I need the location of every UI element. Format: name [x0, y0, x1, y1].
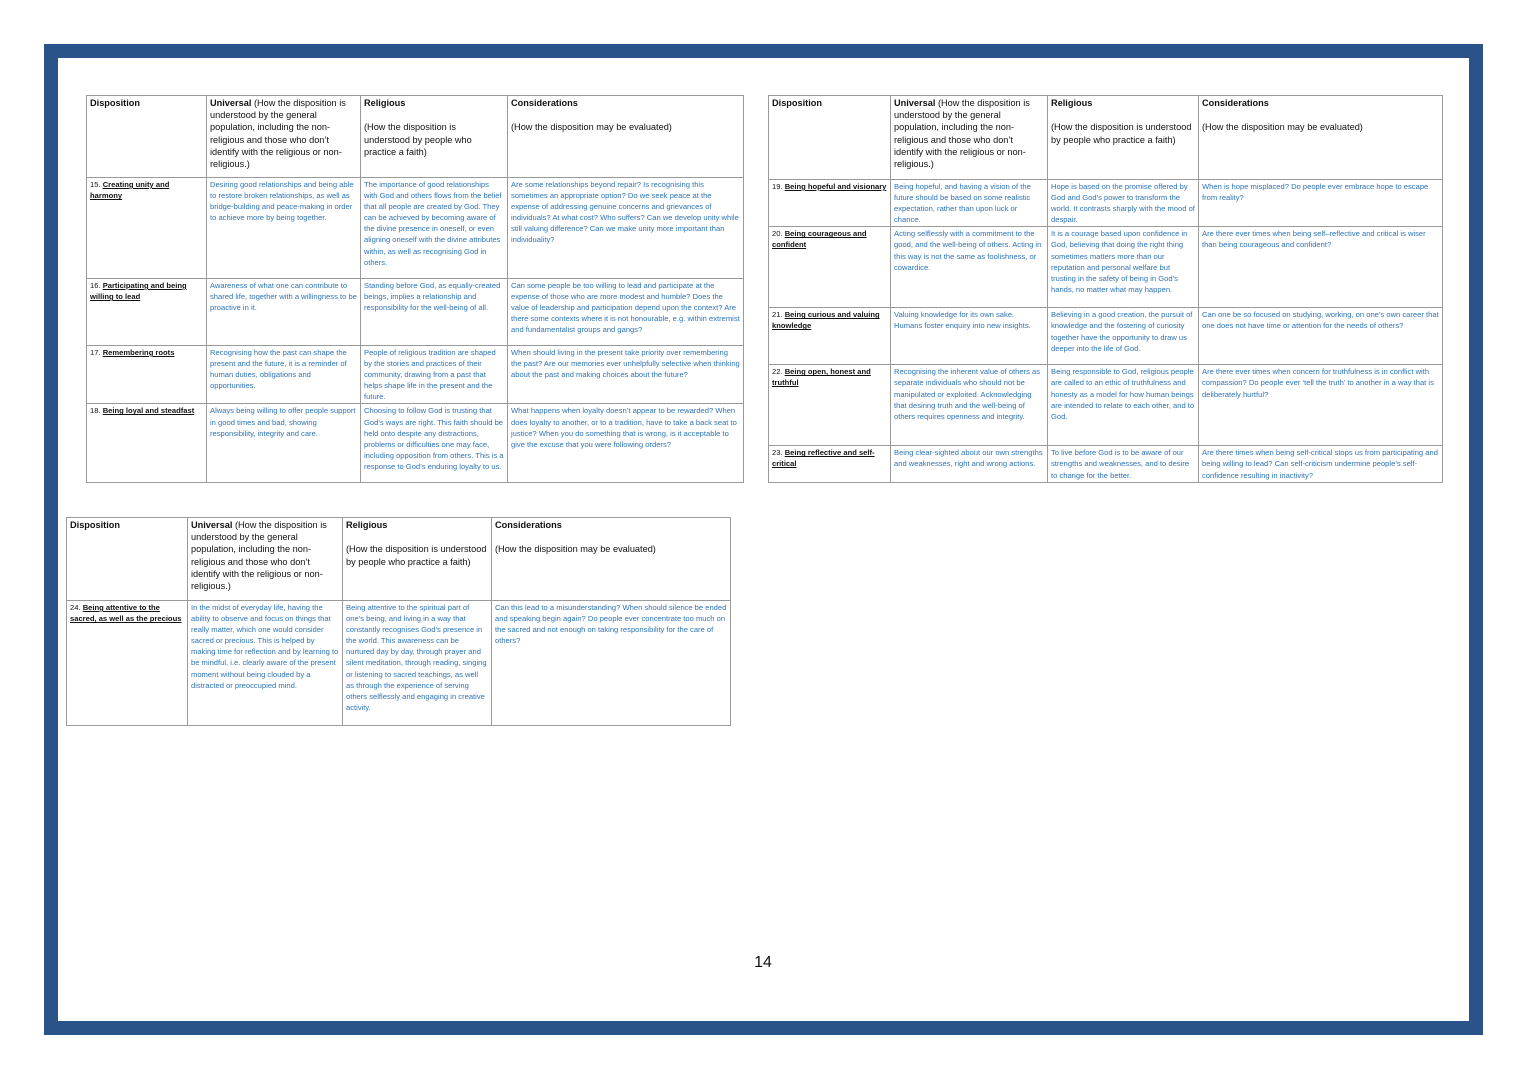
table-header-row — [87, 96, 744, 178]
religious-cell: Choosing to follow God is trusting that God’s ways are right. This faith should be held onto despite any distractions, problems or difficulties one may face, including opposition from others. This is a response to God’s enduring loyalty to us. — [361, 404, 508, 483]
header-universal: Universal (How the disposition is understood by the general population, including the non-religious and those who don’t identify with the religious or non-religious.) — [207, 96, 361, 178]
considerations-cell: Can this lead to a misunderstanding? When should silence be ended and speaking begin again? Do people ever concentrate too much on the sacred and not enough on taking responsibility for the care of others? — [492, 601, 731, 726]
table-row — [769, 227, 1443, 308]
disposition-cell: 24. Being attentive to the sacred, as well as the precious — [67, 601, 188, 726]
universal-cell: Awareness of what one can contribute to shared life, together with a willingness to be proactive in it. — [207, 279, 361, 346]
universal-cell: Valuing knowledge for its own sake. Humans foster enquiry into new insights. — [891, 308, 1048, 365]
considerations-cell: Are there ever times when concern for truthfulness is in conflict with compassion? Do people ever ‘tell the truth’ to another in a way that is deliberately hurtful? — [1199, 365, 1443, 446]
dispositions-table-15-18 — [86, 95, 744, 483]
universal-cell: Being hopeful, and having a vision of the future should be based on some realistic expectation, rather than upon luck or chance. — [891, 180, 1048, 227]
table-row — [87, 346, 744, 404]
header-universal: Universal (How the disposition is understood by the general population, including the non-religious and those who don’t identify with the religious or non-religious.) — [891, 96, 1048, 180]
header-considerations: Considerations (How the disposition may be evaluated) — [492, 518, 731, 601]
disposition-cell: 21. Being curious and valuing knowledge — [769, 308, 891, 365]
header-disposition: Disposition — [769, 96, 891, 180]
header-universal: Universal (How the disposition is understood by the general population, including the non-religious and those who don’t identify with the religious or non-religious.) — [188, 518, 343, 601]
considerations-cell: When should living in the present take priority over remembering the past? Are our memories ever unhelpfully selective when thinking about the past and making choices about the future? — [508, 346, 744, 404]
table-header-row — [67, 518, 731, 601]
universal-cell: In the midst of everyday life, having the ability to observe and focus on things that really matter, which one would consider sacred or precious. This is helped by making time for reflection and by learning to be mindful, i.e. clearly aware of the present moment without being clouded by a distracted or preoccupied mind. — [188, 601, 343, 726]
document-page — [58, 58, 1469, 1021]
considerations-cell: Are some relationships beyond repair? Is recognising this sometimes an appropriate option? Do we seek peace at the expense of addressing genuine concerns and grievances of individuals? At what cost? Who suffers? Can we develop unity while still valuing difference? Can we make unity more important than individuality? — [508, 178, 744, 279]
table-row — [769, 308, 1443, 365]
header-considerations: Considerations (How the disposition may be evaluated) — [508, 96, 744, 178]
dispositions-table-19-23 — [768, 95, 1443, 483]
header-religious: Religious (How the disposition is understood by people who practice a faith) — [1048, 96, 1199, 180]
disposition-cell: 23. Being reflective and self-critical — [769, 446, 891, 482]
table-row — [769, 446, 1443, 482]
religious-cell: Believing in a good creation, the pursuit of knowledge and the fostering of curiosity together have the opportunity to draw us deeper into the life of God. — [1048, 308, 1199, 365]
dispositions-table-24 — [66, 517, 731, 726]
religious-cell: Being attentive to the spiritual part of one’s being, and living in a way that constantly recognises God’s presence in the world. This awareness can be nurtured day by day, through prayer and silent meditation, through reading, singing or listening to sacred teachings, as well as through the experience of serving others selflessly and engaging in creative activity. — [343, 601, 492, 726]
religious-cell: It is a courage based upon confidence in God, believing that doing the right thing sometimes matters more than our reputation and personal welfare but trusting in the safety of being in God’s hands, no matter what may happen. — [1048, 227, 1199, 308]
header-religious: Religious (How the disposition is understood by people who practice a faith) — [343, 518, 492, 601]
considerations-cell: When is hope misplaced? Do people ever embrace hope to escape from reality? — [1199, 180, 1443, 227]
religious-cell: People of religious tradition are shaped by the stories and practices of their community, drawing from a past that helps shape life in the present and the future. — [361, 346, 508, 404]
religious-cell: Hope is based on the promise offered by God and God’s power to transform the world. It contrasts sharply with the mood of despair. — [1048, 180, 1199, 227]
considerations-cell: Can some people be too willing to lead and participate at the expense of those who are more modest and humble? Does the value of leadership and participation depend upon the context? Are there some contexts where it is not honourable, e.g. within extremist and fundamentalist groups and gangs? — [508, 279, 744, 346]
table-row — [769, 365, 1443, 446]
considerations-cell: Are there times when being self-critical stops us from participating and being willing to lead? Can self-criticism undermine people’s self-confidence resulting in inactivity? — [1199, 446, 1443, 482]
table-header-row — [769, 96, 1443, 180]
header-disposition: Disposition — [67, 518, 188, 601]
table-row — [87, 279, 744, 346]
header-disposition: Disposition — [87, 96, 207, 178]
table-row — [87, 404, 744, 483]
universal-cell: Being clear-sighted about our own strengths and weaknesses, right and wrong actions. — [891, 446, 1048, 482]
considerations-cell: What happens when loyalty doesn’t appear to be rewarded? When does loyalty to another, or to a tradition, have to take a back seat to justice? When you do something that is wrong, is it acceptable to give the excuse that you were following orders? — [508, 404, 744, 483]
disposition-cell: 17. Remembering roots — [87, 346, 207, 404]
disposition-cell: 18. Being loyal and steadfast — [87, 404, 207, 483]
disposition-cell: 16. Participating and being willing to lead — [87, 279, 207, 346]
religious-cell: Being responsible to God, religious people are called to an ethic of truthfulness and honesty as a model for how human beings are intended to relate to each other, and to God. — [1048, 365, 1199, 446]
page-border-frame — [44, 44, 1483, 1035]
header-considerations: Considerations (How the disposition may be evaluated) — [1199, 96, 1443, 180]
disposition-cell: 15. Creating unity and harmony — [87, 178, 207, 279]
universal-cell: Always being willing to offer people support in good times and bad, showing responsibility, integrity and care. — [207, 404, 361, 483]
religious-cell: To live before God is to be aware of our strengths and weaknesses, and to desire to change for the better. — [1048, 446, 1199, 482]
religious-cell: The importance of good relationships with God and others flows from the belief that all people are created by God. They can be achieved by becoming aware of the divine presence in oneself, or even aligning oneself with the divine attributes within, as well as recognising God in others. — [361, 178, 508, 279]
page-number: 14 — [754, 954, 772, 971]
universal-cell: Recognising the inherent value of others as separate individuals who should not be manipulated or exploited. Acknowledging that desiring truth and the well-being of others requires openness and integrity. — [891, 365, 1048, 446]
universal-cell: Desiring good relationships and being able to restore broken relationships, as well as bridge-building and peace-making in order to achieve more by being together. — [207, 178, 361, 279]
religious-cell: Standing before God, as equally-created beings, implies a relationship and responsibility for the well-being of all. — [361, 279, 508, 346]
header-religious: Religious (How the disposition is understood by people who practice a faith) — [361, 96, 508, 178]
disposition-cell: 20. Being courageous and confident — [769, 227, 891, 308]
universal-cell: Recognising how the past can shape the present and the future, it is a reminder of human duties, obligations and opportunities. — [207, 346, 361, 404]
universal-cell: Acting selflessly with a commitment to the good, and the well-being of others. Acting in this way is not the same as foolishness, or cowardice. — [891, 227, 1048, 308]
disposition-cell: 19. Being hopeful and visionary — [769, 180, 891, 227]
considerations-cell: Can one be so focused on studying, working, on one’s own career that one does not have time or attention for the needs of others? — [1199, 308, 1443, 365]
considerations-cell: Are there ever times when being self–reflective and critical is wiser than being courageous and confident? — [1199, 227, 1443, 308]
disposition-cell: 22. Being open, honest and truthful — [769, 365, 891, 446]
table-row — [67, 601, 731, 726]
table-row — [87, 178, 744, 279]
table-row — [769, 180, 1443, 227]
